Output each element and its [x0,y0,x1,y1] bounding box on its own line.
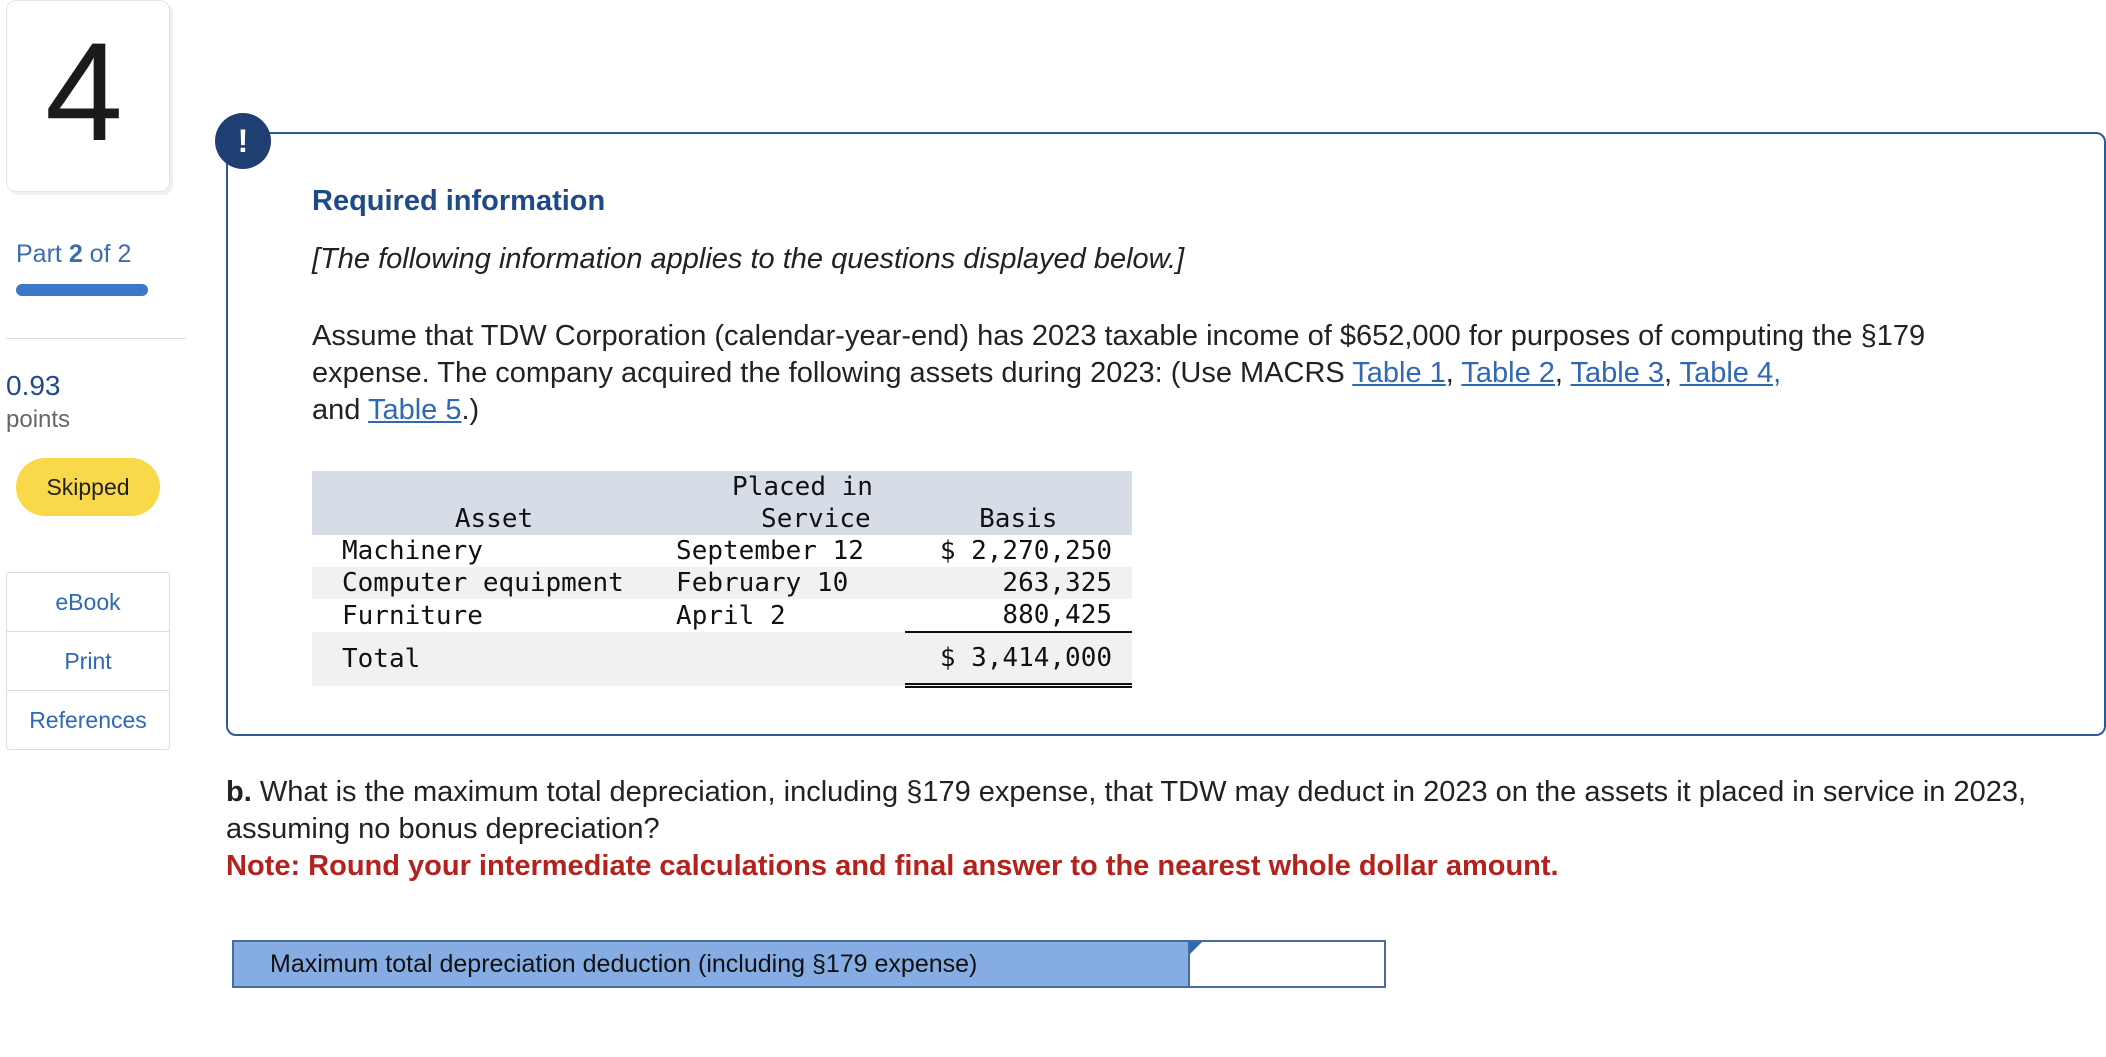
part-current: 2 [68,240,83,268]
separator: , [1664,357,1680,389]
table-3-link[interactable]: Table 3 [1570,357,1665,389]
total-basis: $ 3,414,000 [905,632,1132,686]
required-info-subtitle: [The following information applies to the questions displayed below.] [312,243,1185,275]
alert-icon: ! [215,113,271,169]
input-flag-icon [1190,942,1202,954]
placed-date: September 12 [676,536,864,566]
question-body: What is the maximum total depreciation, including §179 expense, that TDW may deduct in 2023 on the assets it placed in service in 2023, assuming no bonus depreciation? [226,776,2027,845]
answer-row [232,940,1386,988]
placed-date: April 2 [676,600,786,631]
rounding-note: Note: Round your intermediate calculations and final answer to the nearest whole dollar amount. [226,850,1559,882]
required-info-title: Required information [312,185,606,217]
header-asset: Asset [312,471,676,535]
points-value: 0.93 [6,370,61,401]
intro-end: .) [461,394,480,426]
resources-panel [6,572,170,750]
question-text [226,774,2096,848]
part-progress-bar [16,284,148,296]
points-label: points [6,406,71,433]
status-badge: Skipped [16,458,160,516]
asset-name: Machinery [342,536,483,566]
part-separator: of [89,240,111,268]
separator: , [1445,357,1462,389]
asset-name: Furniture [342,600,483,631]
asset-basis: 263,325 [905,567,1132,599]
part-total: 2 [117,240,132,268]
header-placed-in-service [676,471,905,535]
table-total-row [312,632,1132,686]
placed-date: February 10 [676,567,905,599]
table-header-row [312,471,1132,535]
table-1-link[interactable]: Table 1 [1352,357,1446,389]
ebook-button[interactable]: eBook [7,573,169,632]
total-empty-cell [676,632,905,686]
asset-name: Computer equipment [312,567,676,599]
question-number: 4 [45,13,123,170]
depreciation-answer-input[interactable] [1190,942,1384,986]
table-row [312,535,1132,567]
part-prefix: Part [16,240,62,268]
asset-table [312,471,1132,688]
question-letter: b. [226,776,252,808]
references-button[interactable]: References [29,706,147,733]
separator: , [1554,357,1571,389]
table-row [312,599,1132,632]
table-row [312,567,1132,599]
header-placed-line1: Placed in [732,472,873,502]
intro-and: and [312,394,361,426]
header-basis: Basis [905,471,1132,535]
sidebar-divider [6,338,186,339]
answer-input-cell [1188,942,1384,986]
print-button[interactable]: Print [7,632,169,691]
table-2-link[interactable]: Table 2 [1461,357,1555,389]
part-indicator [16,240,131,269]
total-label: Total [312,632,676,686]
problem-intro [312,318,2012,429]
answer-label: Maximum total depreciation deduction (including §179 expense) [234,942,1188,986]
asset-basis: 880,425 [905,599,1132,632]
intro-text: Assume that TDW Corporation (calendar-year-end) has 2023 taxable income of $652,000 for purposes of computing the §179 expense. The company acquired the following assets during 2023: (Use MACRS [312,320,1926,389]
table-5-link[interactable]: Table 5 [367,394,462,426]
header-placed-line2: Service [761,504,871,534]
table-4-link[interactable]: Table 4, [1679,357,1782,389]
asset-basis: $ 2,270,250 [939,536,1112,566]
